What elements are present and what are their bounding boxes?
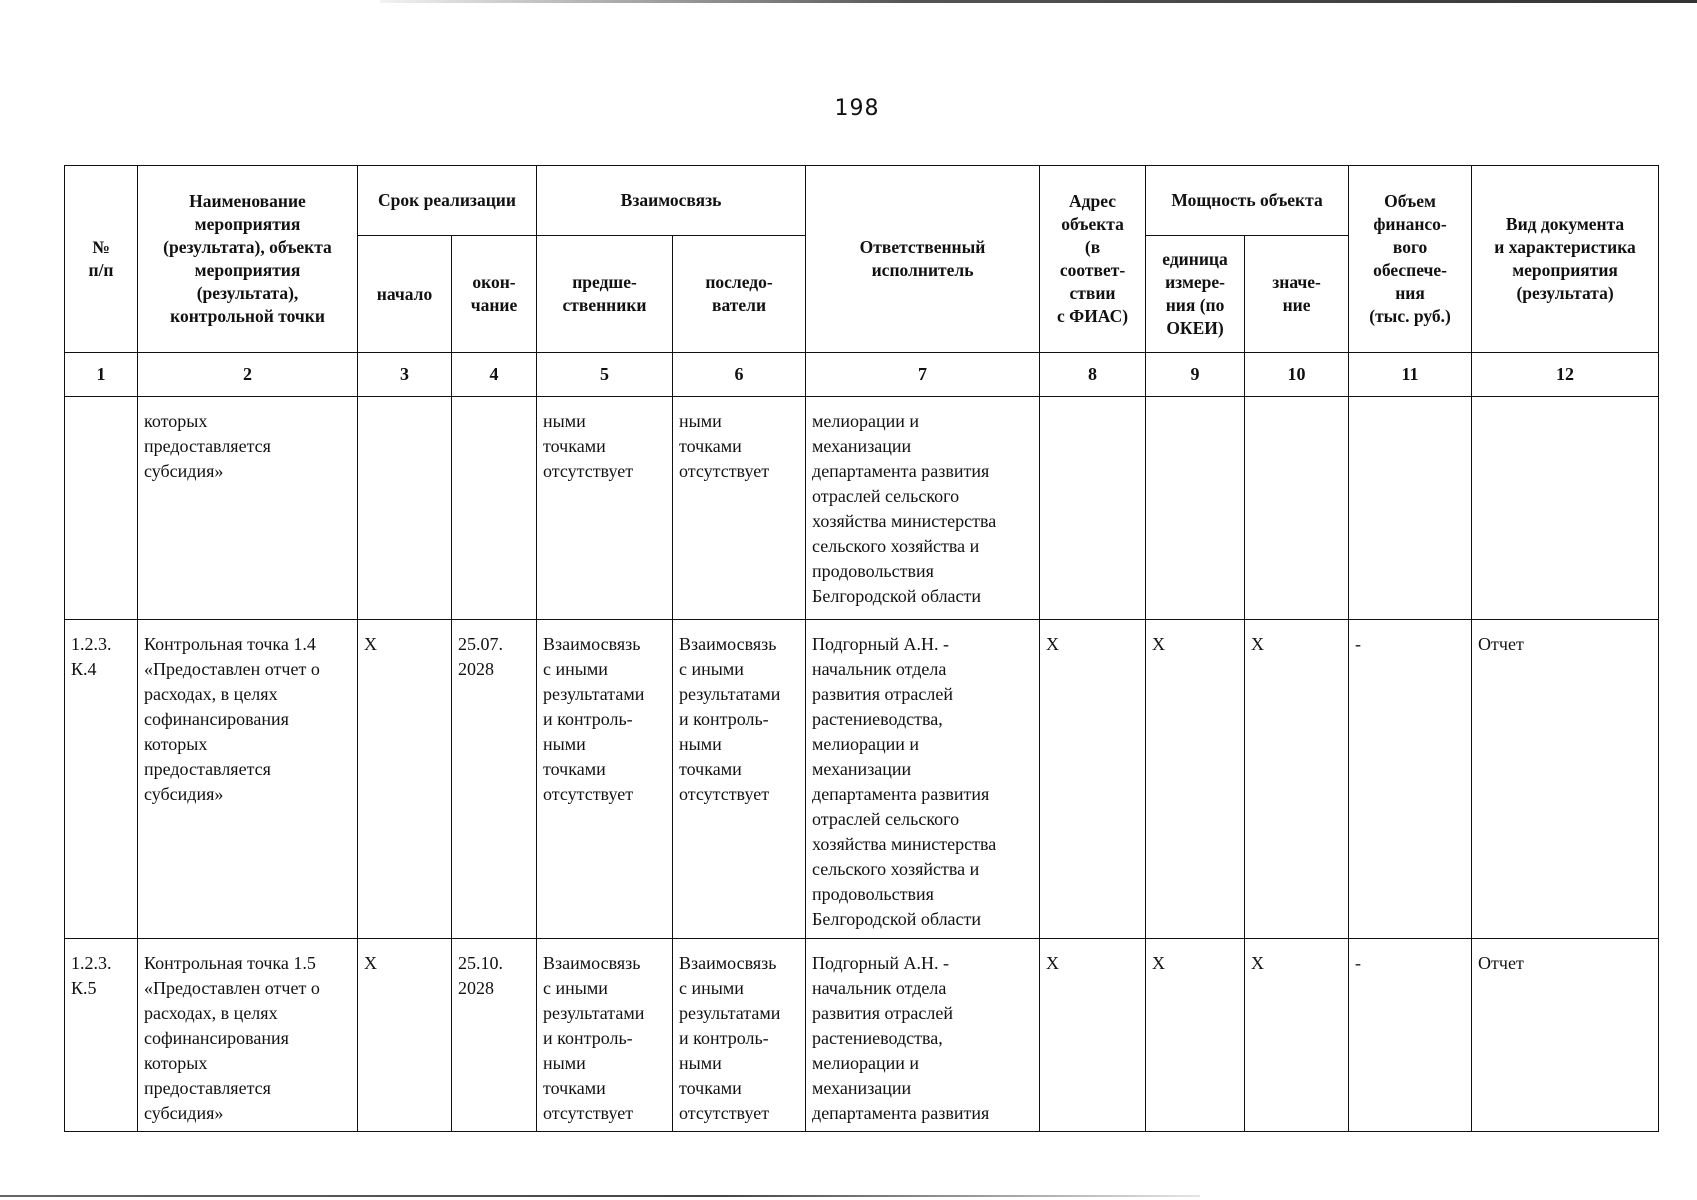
- header-predecessors: предше- ственники: [537, 236, 673, 353]
- cell-responsible: Подгорный А.Н. - начальник отдела развития отраслей растениеводства, мелиорации и механизации департамента развития: [806, 939, 1040, 1132]
- column-number: 6: [673, 353, 806, 397]
- header-group-term: Срок реализации: [358, 166, 537, 236]
- table-body: [65, 397, 1659, 1132]
- column-number: 1: [65, 353, 138, 397]
- column-number: 10: [1245, 353, 1349, 397]
- column-number: 5: [537, 353, 673, 397]
- page-number: 198: [834, 96, 880, 121]
- cell-name: Контрольная точка 1.4 «Предоставлен отчет о расходах, в целях софинансирования которых предоставляется субсидия»: [138, 620, 358, 939]
- cell-unit: X: [1146, 620, 1245, 939]
- scan-edge-top: [380, 0, 1697, 3]
- cell-predecessors: Взаимосвязь с иными результатами и контроль- ными точками отсутствует: [537, 620, 673, 939]
- cell-end: [452, 397, 537, 620]
- cell-address: X: [1040, 939, 1146, 1132]
- header-financing: Объем финансо- вого обеспече- ния (тыс. руб.): [1349, 166, 1472, 353]
- column-number: 3: [358, 353, 452, 397]
- cell-predecessors: ными точками отсутствует: [537, 397, 673, 620]
- header-group-capacity: Мощность объекта: [1146, 166, 1349, 236]
- header-name: Наименование мероприятия (результата), объекта мероприятия (результата), контрольной точки: [138, 166, 358, 353]
- cell-number: 1.2.3. К.4: [65, 620, 138, 939]
- header-unit: единица измере- ния (по ОКЕИ): [1146, 236, 1245, 353]
- table-row: [65, 397, 1659, 620]
- cell-address: [1040, 397, 1146, 620]
- header-document-type: Вид документа и характеристика мероприятия (результата): [1472, 166, 1659, 353]
- cell-value: X: [1245, 620, 1349, 939]
- cell-end: 25.07. 2028: [452, 620, 537, 939]
- header-successors: последо- ватели: [673, 236, 806, 353]
- cell-financing: -: [1349, 620, 1472, 939]
- header-value: значе- ние: [1245, 236, 1349, 353]
- cell-successors: Взаимосвязь с иными результатами и контроль- ными точками отсутствует: [673, 620, 806, 939]
- header-number: № п/п: [65, 166, 138, 353]
- header-end: окон- чание: [452, 236, 537, 353]
- cell-predecessors: Взаимосвязь с иными результатами и контроль- ными точками отсутствует: [537, 939, 673, 1132]
- cell-start: [358, 397, 452, 620]
- cell-financing: [1349, 397, 1472, 620]
- cell-value: [1245, 397, 1349, 620]
- cell-responsible: мелиорации и механизации департамента развития отраслей сельского хозяйства министерства сельского хозяйства и продовольствия Белгородской области: [806, 397, 1040, 620]
- column-number: 9: [1146, 353, 1245, 397]
- cell-successors: Взаимосвязь с иными результатами и контроль- ными точками отсутствует: [673, 939, 806, 1132]
- cell-document-type: Отчет: [1472, 620, 1659, 939]
- header-address: Адрес объекта (в соответ- ствии с ФИАС): [1040, 166, 1146, 353]
- header-group-relation: Взаимосвязь: [537, 166, 806, 236]
- cell-start: X: [358, 620, 452, 939]
- header-responsible: Ответственный исполнитель: [806, 166, 1040, 353]
- cell-number: [65, 397, 138, 620]
- column-number: 4: [452, 353, 537, 397]
- cell-name: которых предоставляется субсидия»: [138, 397, 358, 620]
- scan-edge-bottom: [0, 1195, 1200, 1197]
- cell-start: X: [358, 939, 452, 1132]
- plan-table: [64, 165, 1659, 1132]
- column-number: 12: [1472, 353, 1659, 397]
- column-number: 11: [1349, 353, 1472, 397]
- cell-unit: [1146, 397, 1245, 620]
- cell-responsible: Подгорный А.Н. - начальник отдела развития отраслей растениеводства, мелиорации и механизации департамента развития отраслей сельского хозяйства министерства сельского хозяйства и продовольствия Белгородской области: [806, 620, 1040, 939]
- table-row: [65, 620, 1659, 939]
- table-row: [65, 939, 1659, 1132]
- cell-document-type: [1472, 397, 1659, 620]
- cell-value: X: [1245, 939, 1349, 1132]
- cell-end: 25.10. 2028: [452, 939, 537, 1132]
- cell-unit: X: [1146, 939, 1245, 1132]
- header-start: начало: [358, 236, 452, 353]
- cell-financing: -: [1349, 939, 1472, 1132]
- cell-document-type: Отчет: [1472, 939, 1659, 1132]
- column-number: 7: [806, 353, 1040, 397]
- column-number: 2: [138, 353, 358, 397]
- cell-number: 1.2.3. К.5: [65, 939, 138, 1132]
- cell-successors: ными точками отсутствует: [673, 397, 806, 620]
- cell-name: Контрольная точка 1.5 «Предоставлен отчет о расходах, в целях софинансирования которых предоставляется субсидия»: [138, 939, 358, 1132]
- column-number-row: [65, 353, 1659, 397]
- table-header: [65, 166, 1659, 397]
- cell-address: X: [1040, 620, 1146, 939]
- column-number: 8: [1040, 353, 1146, 397]
